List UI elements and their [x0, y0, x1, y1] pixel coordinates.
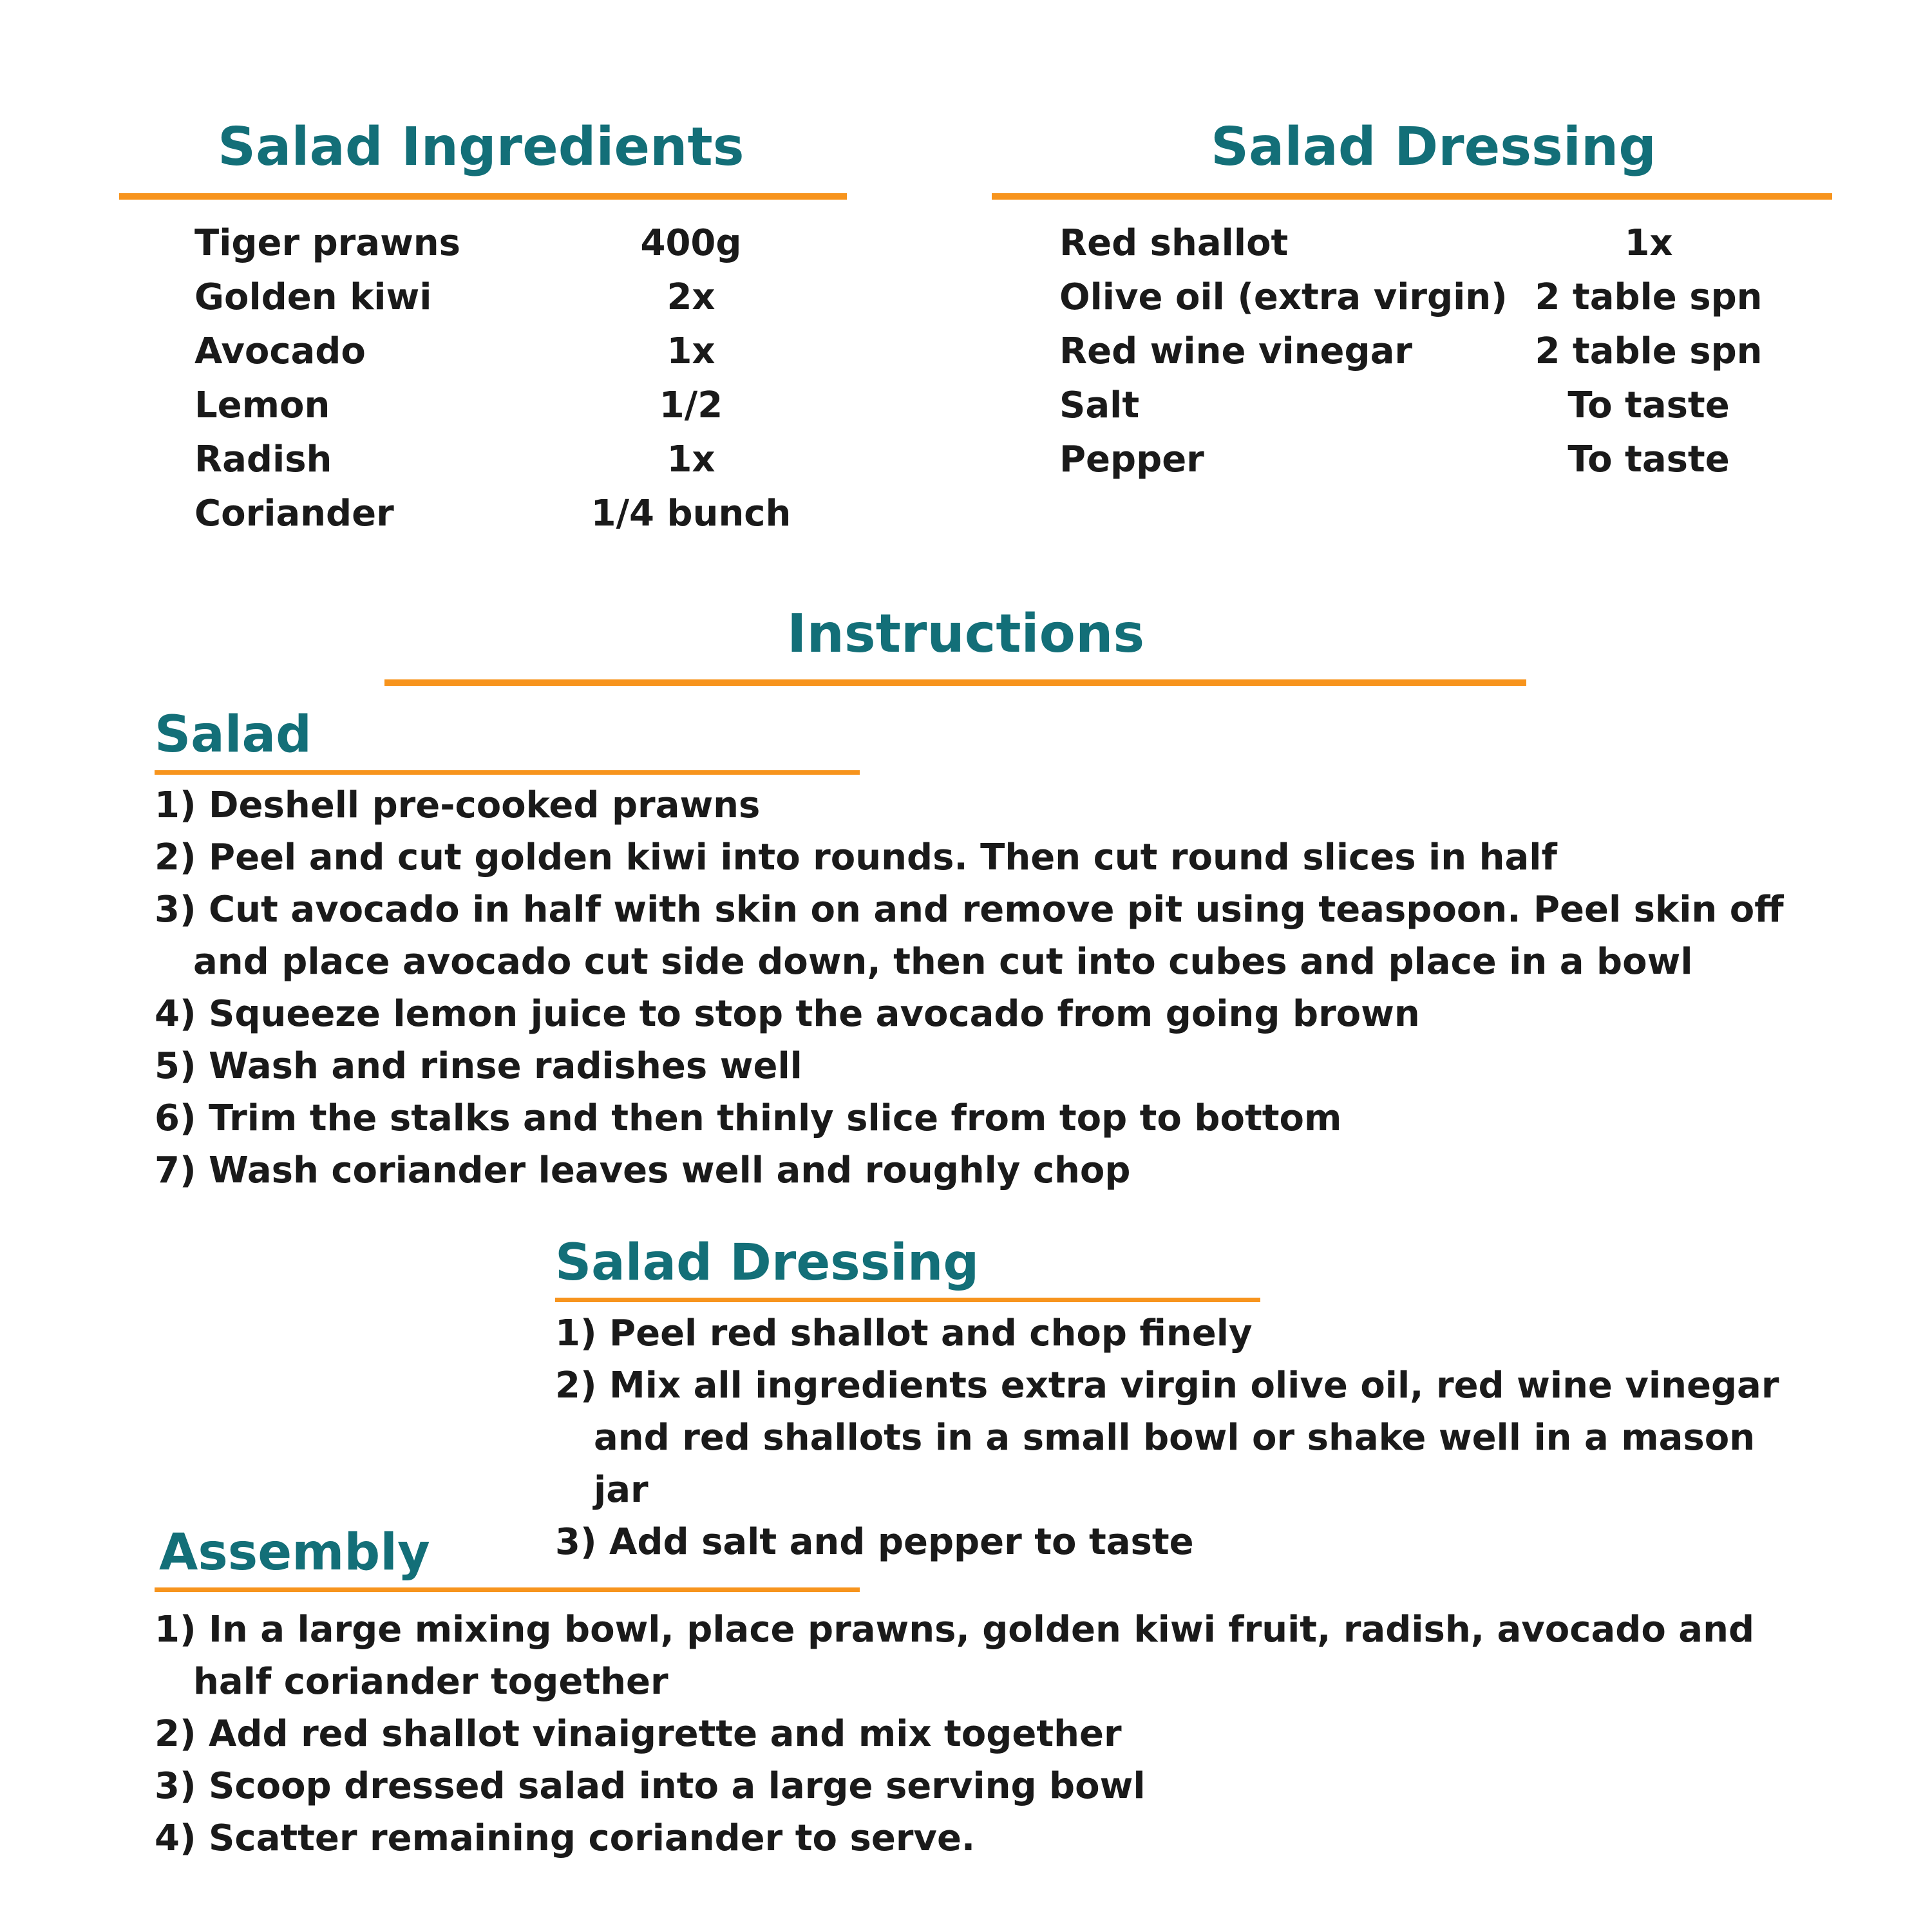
ingredient-row [1059, 433, 1794, 487]
list-item: 2) Add red shallot vinaigrette and mix together [155, 1713, 1122, 1755]
ingredient-name: Coriander [194, 493, 394, 535]
list-item: 1) Peel red shallot and chop finely [555, 1312, 1253, 1354]
salad-dressing-title: Salad Dressing [1211, 117, 1656, 178]
ingredient-qty: 1/4 bunch [591, 493, 791, 535]
ingredient-row [1059, 325, 1794, 379]
ingredient-name: Red shallot [1059, 222, 1289, 264]
ingredient-name: Avocado [194, 330, 366, 372]
ingredient-name: Golden kiwi [194, 276, 432, 318]
list-item: 3) Cut avocado in half with skin on and remove pit using teaspoon. Peel skin off and place avocado cut side down, then cut into cubes and place in a bowl [155, 889, 1784, 983]
list-item: 7) Wash coriander leaves well and roughly chop [155, 1150, 1131, 1191]
ingredient-name: Lemon [194, 384, 330, 426]
list-item: 6) Trim the stalks and then thinly slice from top to bottom [155, 1097, 1342, 1139]
assembly-steps-title: Assembly [159, 1524, 430, 1582]
ingredient-qty: 2 table spn [1535, 276, 1763, 318]
ingredient-name: Salt [1059, 384, 1140, 426]
ingredient-row [194, 270, 827, 325]
instructions-title: Instructions [787, 603, 1145, 665]
list-item: 3) Scoop dressed salad into a large serving bowl [155, 1765, 1146, 1807]
salad-steps-rule [155, 770, 860, 775]
ingredient-row [1059, 270, 1794, 325]
ingredient-name: Tiger prawns [194, 222, 460, 264]
ingredient-row [194, 433, 827, 487]
list-item: 1) Deshell pre-cooked prawns [155, 784, 761, 826]
list-item: 2) Peel and cut golden kiwi into rounds. Then cut round slices in half [155, 837, 1557, 878]
dressing-steps-title: Salad Dressing [555, 1234, 980, 1292]
dressing-steps-rule [555, 1298, 1260, 1302]
ingredient-qty: To taste [1567, 384, 1730, 426]
ingredient-row [194, 325, 827, 379]
ingredient-name: Radish [194, 439, 332, 480]
ingredient-qty: 1x [1624, 222, 1673, 264]
salad-ingredients-list [194, 216, 827, 541]
salad-ingredients-rule [119, 193, 847, 200]
ingredient-row [1059, 216, 1794, 270]
ingredient-qty: 1x [667, 439, 715, 480]
ingredient-row [194, 216, 827, 270]
ingredient-row [194, 487, 827, 541]
list-item: 1) In a large mixing bowl, place prawns, golden kiwi fruit, radish, avocado and half coriander together [155, 1609, 1755, 1703]
assembly-steps-rule [155, 1587, 860, 1592]
ingredient-row [194, 379, 827, 433]
ingredient-qty: 2 table spn [1535, 330, 1763, 372]
salad-dressing-list [1059, 216, 1794, 487]
ingredient-qty: 2x [667, 276, 715, 318]
list-item: 4) Squeeze lemon juice to stop the avocado from going brown [155, 993, 1420, 1035]
ingredient-name: Pepper [1059, 439, 1204, 480]
salad-ingredients-title: Salad Ingredients [218, 117, 744, 178]
ingredient-qty: 1/2 [659, 384, 723, 426]
list-item: 3) Add salt and pepper to taste [555, 1521, 1194, 1563]
ingredient-name: Olive oil (extra virgin) [1059, 276, 1508, 318]
list-item: 4) Scatter remaining coriander to serve. [155, 1817, 976, 1859]
dressing-steps-list [555, 1307, 1817, 1568]
ingredient-qty: 1x [667, 330, 715, 372]
salad-dressing-rule [992, 193, 1832, 200]
salad-steps-list [155, 779, 1829, 1197]
ingredient-name: Red wine vinegar [1059, 330, 1412, 372]
list-item: 2) Mix all ingredients extra virgin olive oil, red wine vinegar and red shallots in a small bowl or shake well in a mason jar [555, 1365, 1779, 1511]
instructions-rule [384, 679, 1526, 686]
list-item: 5) Wash and rinse radishes well [155, 1045, 802, 1087]
ingredient-qty: 400g [640, 222, 742, 264]
assembly-steps-list [155, 1604, 1829, 1864]
ingredient-qty: To taste [1567, 439, 1730, 480]
salad-steps-title: Salad [155, 706, 312, 764]
ingredient-row [1059, 379, 1794, 433]
